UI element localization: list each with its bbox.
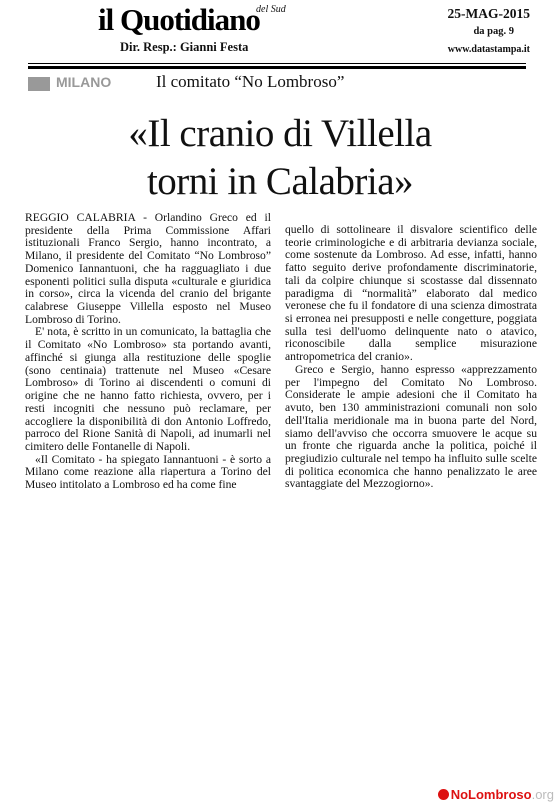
section-city: MILANO (56, 74, 112, 90)
article-headline (0, 110, 560, 206)
newspaper-logo-subtitle: del Sud (256, 4, 286, 15)
headline-line-1: «Il cranio di Villella (128, 112, 432, 155)
section-marker-icon (28, 77, 50, 91)
masthead (0, 0, 560, 66)
article-column-1 (25, 212, 271, 492)
page-reference: da pag. 9 (473, 26, 514, 37)
headline-line-2: torni in Calabria» (146, 160, 414, 203)
paragraph: Greco e Sergio, hanno espresso «apprezzamento per l'impegno del Comitato No Lombroso. Considerate le ampie adesioni che il Comitato ha avuto, ben 130 amministrazioni comunali non solo dell'Italia meridionale ma in buona parte del Nord, siamo dell'avviso che occorra smuovere le acque su un fronte che riguarda anche la politica, poiché il pregiudizio culturale nel tempo ha influito sulle scelte di politica economica che hanno penalizzato le aree svantaggiate del Mezzogiorno». (285, 362, 537, 491)
paragraph: «Il Comitato - ha spiegato Iannantuoni - è sorto a Milano come reazione alla riapertura a Torino del Museo intitolato a Lombroso ed ha come fine (25, 452, 271, 492)
paragraph: REGGIO CALABRIA - Orlandino Greco ed il presidente della Prima Commissione Affari istituzionali Franco Sergio, hanno incontrato, a Milano, il presidente del Comitato “No Lombroso” Domenico Iannantuoni, che ha ragguagliato i due esponenti politici sulla disputa «culturale e giuridica in corso», circa la vicenda del cranio del brigante calabrese Giuseppe Villella esposto nel Museo Lombroso di Torino. (25, 211, 271, 326)
header-divider (28, 63, 526, 64)
article-kicker: Il comitato “No Lombroso” (156, 72, 345, 91)
paragraph: quello di sottolineare il disvalore scientifico delle teorie criminologiche e di arbitraria devianza sociale, come sostenute da Lombroso. Ad esse, infatti, hanno fatto seguito derive profondamente discriminatorie, tali da colpire chiunque si scostasse dal dissennato paradigma di “normalità” elaborato dal medico veronese che fu il fondatore di una scienza dimostrata si erronea nei presupposti e nelle congetture, poggiata sulla tesi dell'uomo delinquente nato o atavico, riconoscibile dalla semplice misurazione antropometrica del cranio». (285, 223, 537, 364)
director-line: Dir. Resp.: Gianni Festa (120, 40, 249, 54)
article-column-2 (285, 224, 537, 491)
header-divider-thick (28, 66, 526, 69)
paragraph: E' nota, è scritto in un comunicato, la battaglia che il Comitato «No Lombroso» sta portando avanti, affinché si giunga alla restituzione delle spoglie (sono centinaia) trattenute nel Museo «Cesare Lombroso» di Torino ai discendenti o comuni di origine che ne hanno fatto richiesta, ovvero, per i resti incogniti che nessuno può reclamare, per accogliere la disponibilità di don Antonio Loffredo, parroco del Rione Sanità di Napoli, ad inumarli nel cimitero delle Fontanelle di Napoli. (25, 325, 271, 453)
source-site: www.datastampa.it (447, 44, 530, 55)
publication-date: 25-MAG-2015 (447, 6, 530, 21)
watermark-tld: .org (531, 787, 554, 802)
nolombroso-logo-icon (438, 789, 449, 800)
watermark-brand: NoLombroso (450, 787, 532, 802)
newspaper-logo: il Quotidiano (98, 2, 260, 37)
watermark (438, 787, 554, 802)
